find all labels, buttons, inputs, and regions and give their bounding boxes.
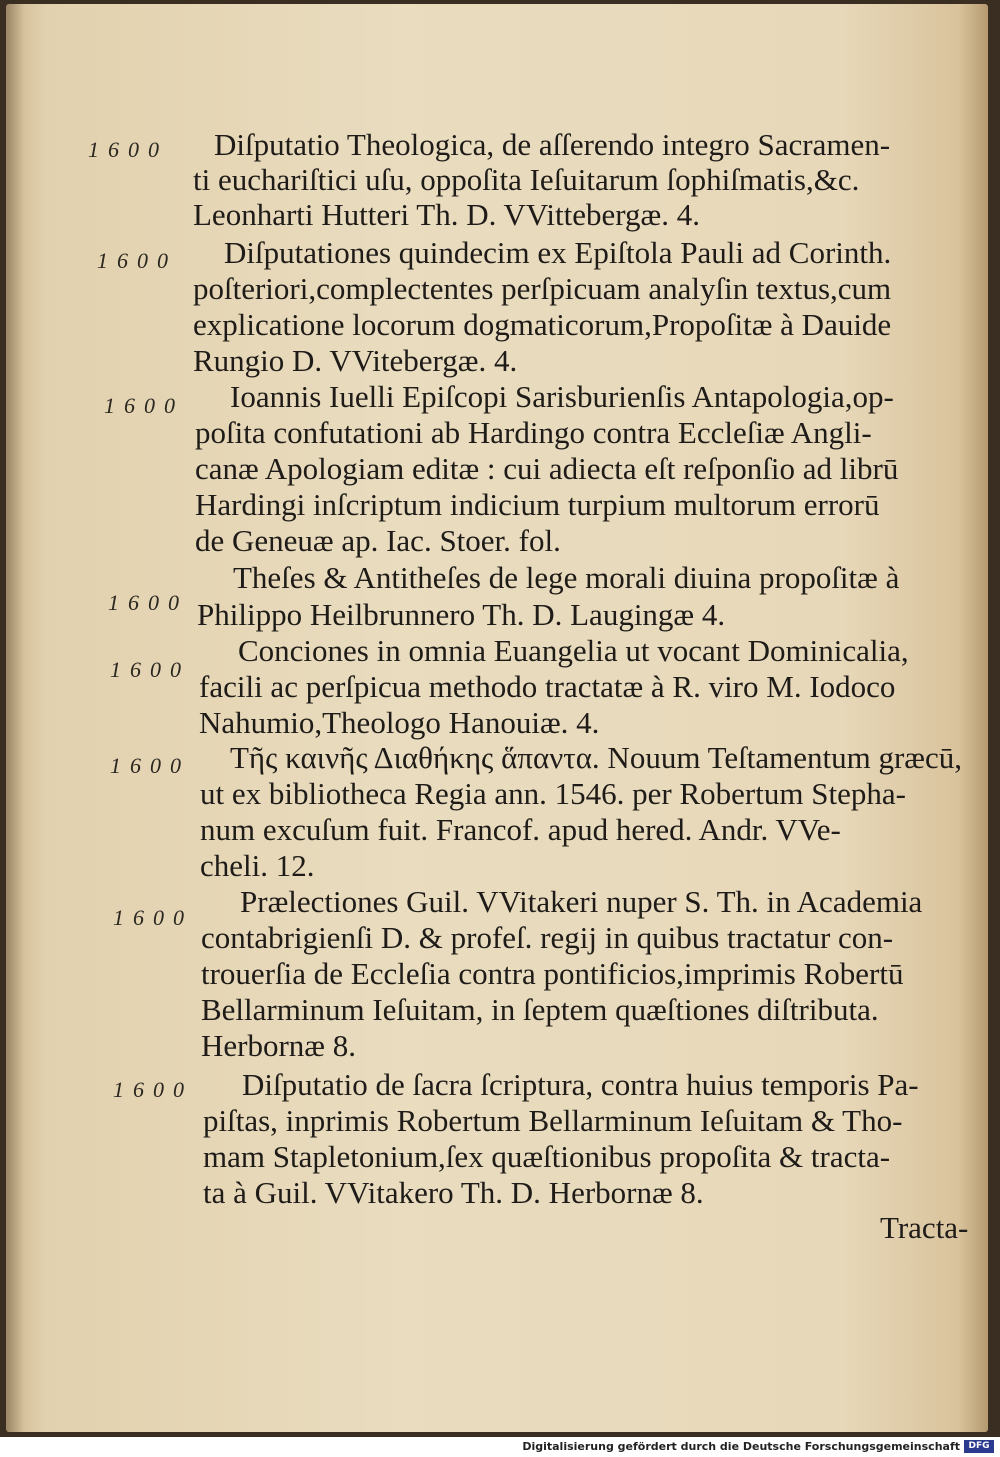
entry-text-line: num excuſum fuit. Francof. apud hered. Andr. VVe- xyxy=(200,812,841,847)
entry-year: 1600 xyxy=(113,905,193,930)
entry-text-line: contabrigienſi D. & profeſ. regij in quibus tractatur con- xyxy=(201,920,894,955)
entry-year: 1600 xyxy=(110,753,190,778)
entry-text-line: ta à Guil. VVitakero Th. D. Herbornæ 8. xyxy=(203,1175,704,1210)
entry-text-line: canæ Apologiam editæ : cui adiecta eſt reſponſio ad librū xyxy=(195,451,899,486)
entry-text-line: Rungio D. VVitebergæ. 4. xyxy=(193,343,518,378)
entry-year: 1600 xyxy=(104,393,184,418)
entry-text-line: facili ac perſpicua methodo tractatæ à R. viro M. Iodoco xyxy=(199,669,896,704)
entry-text-line: Hardingi inſcriptum indicium turpium multorum errorū xyxy=(195,487,880,522)
entry-year: 1600 xyxy=(88,137,168,162)
entry-text-line: Herbornæ 8. xyxy=(201,1028,356,1063)
entry-year: 1600 xyxy=(108,590,188,615)
dfg-logo: DFG xyxy=(964,1440,994,1453)
page-edge-shadow xyxy=(6,4,24,1432)
entry-text-line: Theſes & Antitheſes de lege morali diuina propoſitæ à xyxy=(233,560,900,595)
entry-text-line: Conciones in omnia Euangelia ut vocant Dominicalia, xyxy=(238,633,909,668)
entry-text-line: Leonharti Hutteri Th. D. VVittebergæ. 4. xyxy=(193,197,700,232)
entry-text-line: Prælectiones Guil. VVitakeri nuper S. Th. in Academia xyxy=(240,884,923,919)
entry-text-line: Ioannis Iuelli Epiſcopi Sarisburienſis Antapologia,op- xyxy=(230,379,894,414)
entry-year: 1600 xyxy=(113,1077,193,1102)
entry-text-line: Nahumio,Theologo Hanouiæ. 4. xyxy=(199,705,600,740)
entry-text-line: ti euchariſtici uſu, oppoſita Ieſuitarum ſophiſmatis,&c. xyxy=(193,162,860,197)
entry-text-line: ut ex bibliotheca Regia ann. 1546. per Robertum Stepha- xyxy=(200,776,906,811)
entry-text-line: de Geneuæ ap. Iac. Stoer. fol. xyxy=(195,523,561,558)
catchword: Tracta- xyxy=(880,1210,969,1245)
entry-year: 1600 xyxy=(110,657,190,682)
entry-text-line: mam Stapletonium,ſex quæſtionibus propoſita & tracta- xyxy=(203,1139,891,1174)
entry-text-line: poſita confutationi ab Hardingo contra Eccleſiæ Angli- xyxy=(195,415,872,450)
entry-text-line: Bellarminum Ieſuitam, in ſeptem quæſtiones diſtributa. xyxy=(201,992,879,1027)
entry-text-line: explicatione locorum dogmaticorum,Propoſitæ à Dauide xyxy=(193,307,892,342)
entry-text-line: Philippo Heilbrunnero Th. D. Laugingæ 4. xyxy=(197,597,726,632)
funding-note: Digitalisierung gefördert durch die Deutsche Forschungsgemeinschaft xyxy=(522,1440,960,1453)
entry-text-line: piſtas, inprimis Robertum Bellarminum Ieſuitam & Tho- xyxy=(203,1103,903,1138)
entry-text-line: Diſputationes quindecim ex Epiſtola Pauli ad Corinth. xyxy=(224,235,892,270)
entry-text-line: trouerſia de Eccleſia contra pontificios,imprimis Robertū xyxy=(201,956,904,991)
entry-text-line: Diſputatio Theologica, de aſſerendo integro Sacramen- xyxy=(214,127,891,162)
footer-bar xyxy=(0,1437,1000,1457)
entry-text-line: Τῆς καινῆς Διαθήκης ἅπαντα. Nouum Teſtamentum græcū, xyxy=(230,740,962,775)
entry-text-line: cheli. 12. xyxy=(200,848,315,883)
entry-year: 1600 xyxy=(97,248,177,273)
entry-text-line: poſteriori,complectentes perſpicuam analyſin textus,cum xyxy=(193,271,892,306)
entry-text-line: Diſputatio de ſacra ſcriptura, contra huius temporis Pa- xyxy=(242,1067,919,1102)
